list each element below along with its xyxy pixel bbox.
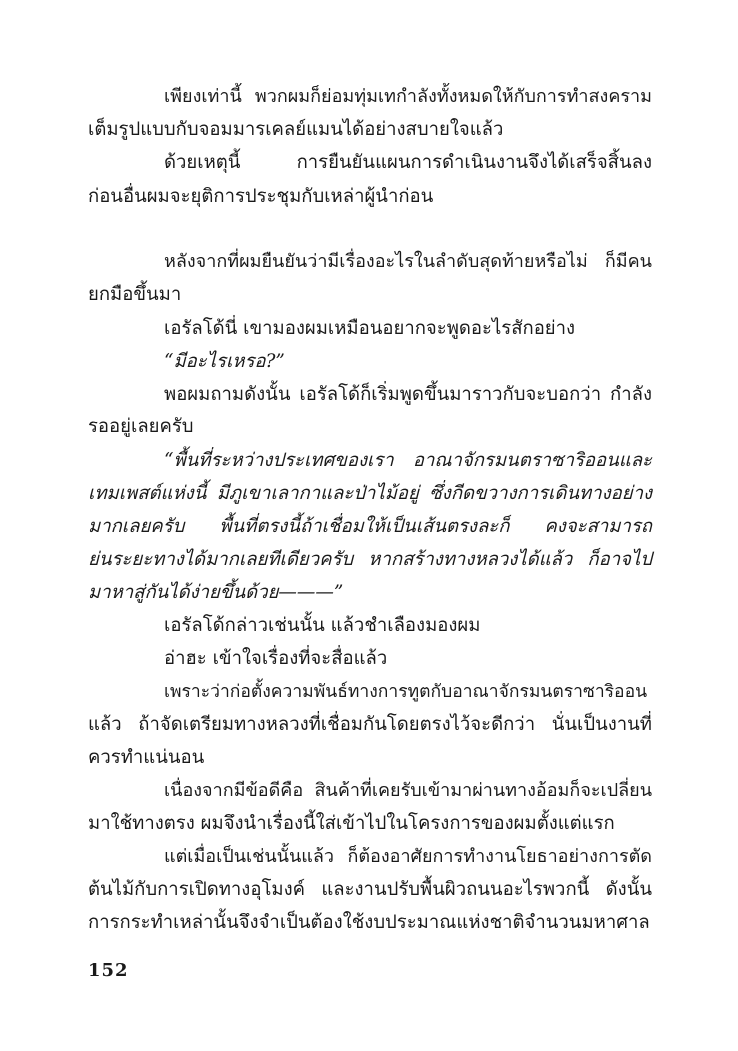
text-line: เอรัลโด้กล่าวเช่นนั้น แล้วชำเลืองมองผม: [164, 615, 481, 636]
dialogue-line: มาหาสู่กันได้ง่ายขึ้นด้วย———”: [88, 582, 344, 603]
text-line: อ่าฮะ เข้าใจเรื่องที่จะสื่อแล้ว: [164, 648, 388, 669]
text-line: เนื่องจากมีข้อดีคือ สินค้าที่เคยรับเข้ามาผ่านทางอ้อมก็จะเปลี่ยน: [164, 780, 652, 801]
text-line: การกระทำเหล่านั้นจึงจำเป็นต้องใช้งบประมาณแห่งชาติจำนวนมหาศาล: [88, 912, 650, 933]
text-line: เพียงเท่านี้ พวกผมก็ย่อมทุ่มเทกำลังทั้งหมดให้กับการทำสงคราม: [164, 86, 652, 107]
text-line: เต็มรูปแบบกับจอมมารเคลย์แมนได้อย่างสบายใจแล้ว: [88, 119, 504, 140]
text-line: ก่อนอื่นผมจะยุติการประชุมกับเหล่าผู้นำก่อน: [88, 186, 434, 207]
dialogue-line: “มีอะไรเหรอ?”: [164, 351, 285, 372]
text-line: ยกมือขึ้นมา: [88, 284, 182, 305]
text-line: พอผมถามดังนั้น เอรัลโด้ก็เริ่มพูดขึ้นมาราวกับจะบอกว่า กำลัง: [164, 384, 652, 405]
dialogue-line: “พื้นที่ระหว่างประเทศของเรา อาณาจักรมนตราซาริออนและ: [164, 450, 652, 471]
dialogue-line: เทมเพสต์แห่งนี้ มีภูเขาเลากาและป่าไม้อยู่ ซึ่งกีดขวางการเดินทางอย่าง: [88, 483, 652, 504]
text-line: แล้ว ถ้าจัดเตรียมทางหลวงที่เชื่อมกันโดยตรงไว้จะดีกว่า นั่นเป็นงานที่: [88, 714, 652, 735]
text-line: มาใช้ทางตรง ผมจึงนำเรื่องนี้ใส่เข้าไปในโครงการของผมตั้งแต่แรก: [88, 813, 615, 834]
text-line: ต้นไม้กับการเปิดทางอุโมงค์ และงานปรับพื้นผิวถนนอะไรพวกนี้ ดังนั้น: [88, 879, 652, 900]
text-line: หลังจากที่ผมยืนยันว่ามีเรื่องอะไรในลำดับสุดท้ายหรือไม่ ก็มีคน: [164, 251, 652, 272]
text-line: แต่เมื่อเป็นเช่นนั้นแล้ว ก็ต้องอาศัยการทำงานโยธาอย่างการตัด: [164, 846, 652, 867]
dialogue-line: มากเลยครับ พื้นที่ตรงนี้ถ้าเชื่อมให้เป็นเส้นตรงละก็ คงจะสามารถ: [88, 516, 652, 537]
page-number: 152: [88, 960, 129, 981]
text-line: ด้วยเหตุนี้ การยืนยันแผนการดำเนินงานจึงได้เสร็จสิ้นลง: [164, 152, 652, 173]
dialogue-line: ย่นระยะทางได้มากเลยทีเดียวครับ หากสร้างทางหลวงได้แล้ว ก็อาจไป: [88, 549, 652, 570]
text-line: เอรัลโด้นี่ เขามองผมเหมือนอยากจะพูดอะไรสักอย่าง: [164, 318, 576, 339]
text-line: รออยู่เลยครับ: [88, 416, 194, 437]
text-line: ควรทำแน่นอน: [88, 747, 205, 768]
text-line: เพราะว่าก่อตั้งความพันธ์ทางการทูตกับอาณาจักรมนตราซาริออน: [164, 682, 648, 702]
